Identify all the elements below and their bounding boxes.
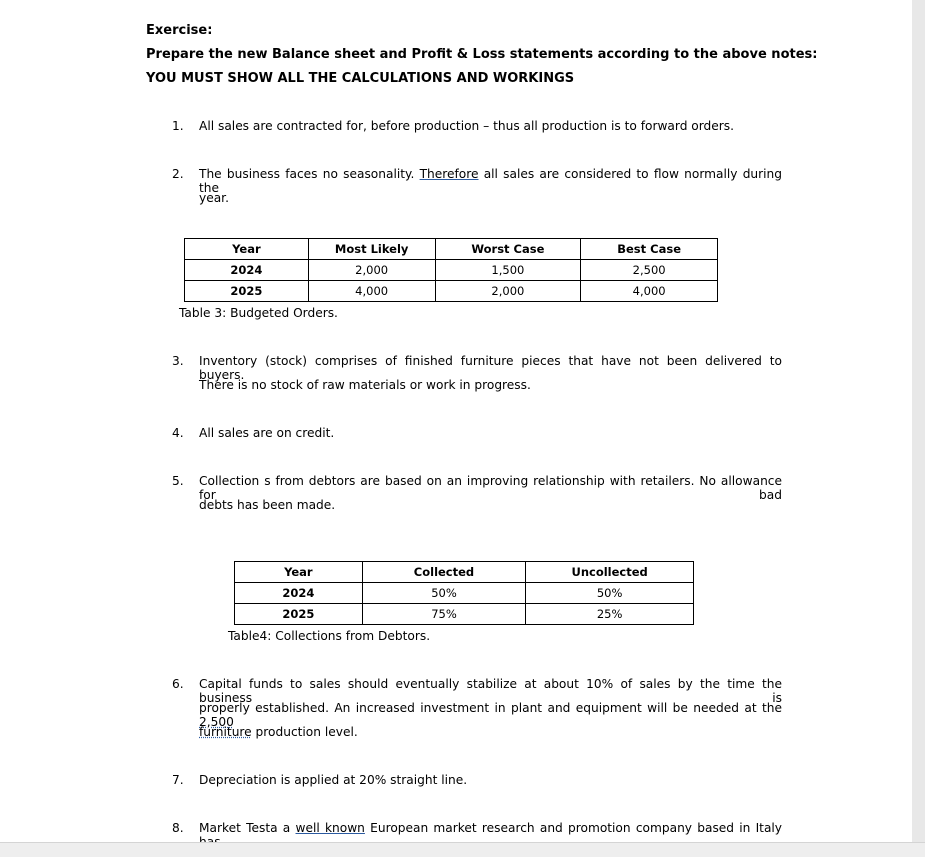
spellcheck-word[interactable]: furniture	[199, 725, 252, 739]
table-header-cell: Worst Case	[435, 239, 581, 260]
collections-table	[234, 561, 694, 625]
table-header-cell: Year	[185, 239, 309, 260]
list-number: 1.	[172, 119, 184, 133]
list-text: Depreciation is applied at 20% straight line.	[199, 773, 468, 787]
list-text: All sales are on credit.	[199, 426, 335, 440]
instruction-heading: Prepare the new Balance sheet and Profit & Loss statements according to the above notes:	[146, 47, 818, 62]
list-item-3-line-2: There is no stock of raw materials or work in progress.	[199, 378, 531, 392]
table-header-row	[185, 239, 718, 260]
table-header-cell: Uncollected	[526, 562, 694, 583]
list-text: European market research and promotion company based in Italy	[370, 821, 783, 835]
table-cell: 2024	[185, 260, 309, 281]
list-item-6-line-2	[199, 701, 782, 729]
table-cell: 2025	[235, 604, 363, 625]
list-number: 2.	[172, 167, 184, 181]
table-row	[185, 260, 718, 281]
table-header-cell: Best Case	[581, 239, 718, 260]
table-cell: 2025	[185, 281, 309, 302]
status-bar-strip	[0, 842, 925, 857]
exercise-heading: Exercise:	[146, 23, 213, 38]
table-cell: 75%	[362, 604, 526, 625]
table-cell: 2024	[235, 583, 363, 604]
emphasis-heading: YOU MUST SHOW ALL THE CALCULATIONS AND WORKINGS	[146, 71, 575, 86]
list-text: Market Testa a	[199, 821, 291, 835]
list-text: production level.	[255, 725, 358, 739]
scrollbar-track[interactable]	[912, 0, 925, 856]
list-item-5-line-2: debts has been made.	[199, 498, 336, 512]
list-number: 8.	[172, 821, 184, 835]
table-row	[235, 583, 694, 604]
spellcheck-word[interactable]: Therefore	[419, 167, 479, 181]
table-cell: 1,500	[435, 260, 581, 281]
table-cell: 4,000	[581, 281, 718, 302]
list-item-6-line-1: Capital funds to sales should eventually stabilize at about 10% of sales by the time the business is	[199, 677, 782, 705]
list-text: all sales are considered to flow normally during the	[199, 167, 783, 195]
table-cell: 50%	[362, 583, 526, 604]
list-item-3-line-1: Inventory (stock) comprises of finished furniture pieces that have not been delivered to buyers.	[199, 354, 782, 382]
table-cell: 4,000	[308, 281, 435, 302]
list-item-8-line-1	[199, 821, 782, 839]
table-header-row	[235, 562, 694, 583]
table-row	[235, 604, 694, 625]
table-row	[185, 281, 718, 302]
list-text: properly established. An increased investment in plant and equipment will be needed at the	[199, 701, 782, 715]
list-number: 5.	[172, 474, 184, 488]
table-cell: 2,000	[308, 260, 435, 281]
table-4-caption: Table4: Collections from Debtors.	[228, 629, 431, 643]
spellcheck-word[interactable]: 2,500	[199, 715, 234, 729]
list-item-2-line-1	[199, 167, 783, 195]
list-number: 3.	[172, 354, 184, 368]
table-cell: 50%	[526, 583, 694, 604]
budgeted-orders-table	[184, 238, 718, 302]
list-item-2-line-2: year.	[199, 191, 229, 205]
list-item-5-line-1: Collection s from debtors are based on an improving relationship with retailers. No allowance for bad	[199, 474, 782, 502]
table-header-cell: Collected	[362, 562, 526, 583]
table-cell: 2,000	[435, 281, 581, 302]
list-text: The business faces no seasonality.	[199, 167, 415, 181]
list-item-6-line-3	[199, 725, 358, 739]
table-3-caption: Table 3: Budgeted Orders.	[179, 306, 338, 320]
table-cell: 2,500	[581, 260, 718, 281]
table-header-cell: Most Likely	[308, 239, 435, 260]
list-text: All sales are contracted for, before production – thus all production is to forward orders.	[199, 119, 735, 133]
list-number: 7.	[172, 773, 184, 787]
list-number: 4.	[172, 426, 184, 440]
list-number: 6.	[172, 677, 184, 691]
spellcheck-word[interactable]: well known	[295, 821, 365, 835]
table-cell: 25%	[526, 604, 694, 625]
table-header-cell: Year	[235, 562, 363, 583]
